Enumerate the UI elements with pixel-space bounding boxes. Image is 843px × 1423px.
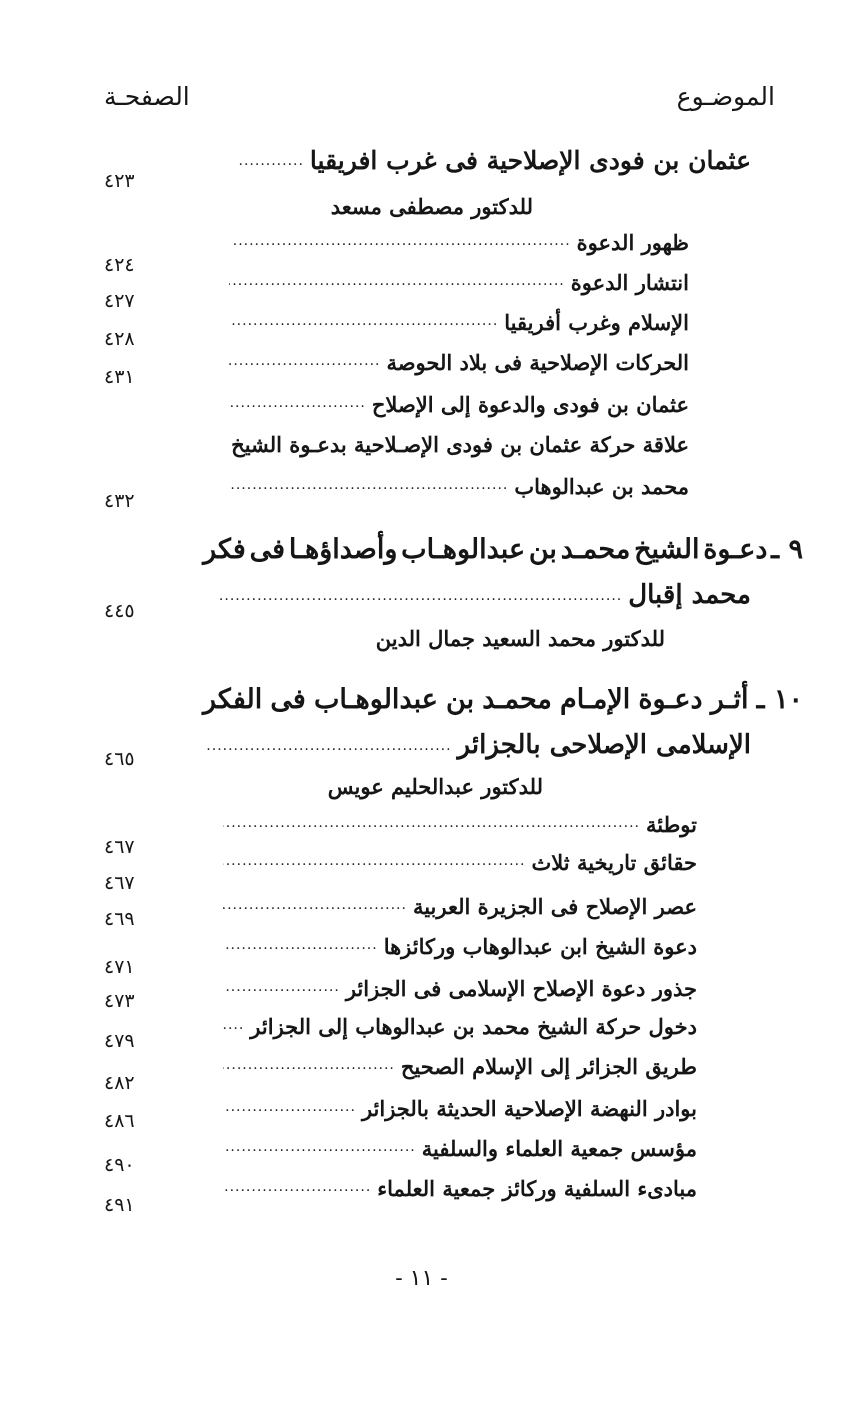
title-word: عبدالوهـاب [313,684,438,715]
leader-dots [229,395,366,417]
toc-entry-title-line1[interactable] [203,684,803,715]
leader-dots [237,153,304,175]
page-number: ٤٧٩ [104,1030,135,1052]
toc-entry-title-line2[interactable] [211,580,751,610]
toc-entry-text: توطئة [645,812,697,837]
page-number: ٤٢٣ [104,170,135,192]
page-number: ٤٣٢ [104,490,135,512]
page-number: ٤٣١ [104,366,135,388]
title-word: محمـد [560,534,631,565]
leader-dots [223,1179,371,1201]
toc-entry[interactable] [217,976,697,1001]
toc-entry[interactable] [223,350,689,375]
toc-entry-text: علاقة حركة عثمان بن فودى الإصـلاحية بدعـوة الشيخ [231,432,689,457]
leader-dots [231,233,571,255]
toc-entry-text: جذور دعوة الإصلاح الإسلامى فى الجزائر [345,976,697,1001]
leader-dots [223,937,378,959]
author-name: للدكتور محمد السعيد جمال الدين [375,626,665,651]
toc-entry[interactable] [223,474,689,499]
title-word: أثـر [710,684,749,715]
title-word: الشيخ [634,534,700,565]
section-number: ١٠ ـ [756,684,803,715]
column-header-page: الصفحـة [104,82,190,111]
toc-entry[interactable] [217,934,697,959]
page-number: ٤٦٧ [104,872,135,894]
title-word: دعـوة [638,684,703,715]
title-word: بن [528,534,557,565]
leader-dots [223,815,640,837]
page-number: ٤٨٢ [104,1072,135,1094]
leader-dots [223,897,407,919]
title-word: فى [249,534,286,565]
title-word: فى [270,684,306,715]
author-name: للدكتور مصطفى مسعد [330,194,533,219]
title-word: بن [446,684,475,715]
leader-dots [223,1017,244,1039]
toc-entry[interactable] [223,310,689,335]
toc-entry[interactable] [217,1054,697,1079]
leader-dots [207,738,452,760]
page-number: ٤٦٧ [104,836,135,858]
toc-entry-text: محمد إقبال [628,580,751,610]
title-word: دعـوة [703,534,768,565]
toc-entry[interactable] [223,392,689,417]
toc-entry-title-line2[interactable] [201,730,751,760]
toc-entry-text: ظهور الدعوة [576,230,689,255]
toc-entry[interactable] [217,1096,697,1121]
toc-entry-text: دعوة الشيخ ابن عبدالوهاب وركائزها [383,934,697,959]
leader-dots [217,588,622,610]
toc-entry-text: دخول حركة الشيخ محمد بن عبدالوهاب إلى الجزائر [250,1014,697,1039]
toc-entry-text: عثمان بن فودى الإصلاحية فى غرب افريقيا [309,146,751,175]
page-number: ٤٨٦ [104,1110,135,1132]
column-header-topic: الموضـوع [676,82,775,111]
leader-dots [223,853,525,875]
page-number: ٤٢٧ [104,290,135,312]
toc-entry-text: انتشار الدعوة [570,270,689,295]
toc-entry[interactable] [217,1136,697,1161]
toc-entry-text: عصر الإصلاح فى الجزيرة العربية [412,894,697,919]
toc-entry[interactable] [217,812,697,837]
page-number: ٤٩٠ [104,1154,135,1176]
page-number: ٤٢٨ [104,328,135,350]
leader-dots [223,1139,416,1161]
leader-dots [229,477,508,499]
toc-entry[interactable] [217,1176,697,1201]
leader-dots [229,273,565,295]
toc-entry-title-line1[interactable] [203,534,803,565]
leader-dots [223,1099,356,1121]
toc-entry[interactable] [217,1014,697,1039]
title-word: محمـد [482,684,552,715]
toc-entry-text: عثمان بن فودى والدعوة إلى الإصلاح [371,392,689,417]
title-word: وأصداؤهـا [288,534,398,565]
toc-entry-text: محمد بن عبدالوهاب [514,474,689,499]
toc-entry[interactable] [217,894,697,919]
leader-dots [229,313,498,335]
toc-entry-title[interactable] [231,146,751,175]
toc-entry-text: طريق الجزائر إلى الإسلام الصحيح [400,1054,697,1079]
page-number: ٤٦٩ [104,908,135,930]
section-number: ٩ ـ [771,534,803,565]
leader-dots [223,979,340,1001]
leader-dots [223,1057,395,1079]
toc-entry-text: الإسلام وغرب أفريقيا [504,310,689,335]
page-number: ٤٦٥ [104,748,135,770]
page-number: ٤٧١ [104,956,135,978]
toc-entry[interactable] [225,230,689,255]
toc-entry-text: مبادىء السلفية وركائز جمعية العلماء [377,1176,697,1201]
title-word: الإمـام [560,684,631,715]
title-word: الفكر [203,684,263,715]
toc-entry-text: حقائق تاريخية ثلاث [531,850,697,875]
toc-entry[interactable] [223,432,689,457]
toc-entry-text: الإسلامى الإصلاحى بالجزائر [457,730,751,760]
footer-page-number: - ١١ - [395,1266,448,1291]
toc-entry[interactable] [223,270,689,295]
title-word: عبدالوهـاب [401,534,526,565]
page-number: ٤٩١ [104,1194,135,1216]
page-number: ٤٢٤ [104,254,135,276]
toc-entry[interactable] [217,850,697,875]
toc-entry-text: الحركات الإصلاحية فى بلاد الحوصة [386,350,689,375]
author-name: للدكتور عبدالحليم عويس [327,774,543,799]
page-number: ٤٧٣ [104,990,135,1012]
page-number: ٤٤٥ [104,600,135,622]
toc-entry-text: مؤسس جمعية العلماء والسلفية [421,1136,697,1161]
title-word: فكر [203,534,246,565]
toc-entry-text: بوادر النهضة الإصلاحية الحديثة بالجزائر [361,1096,697,1121]
leader-dots [229,353,380,375]
